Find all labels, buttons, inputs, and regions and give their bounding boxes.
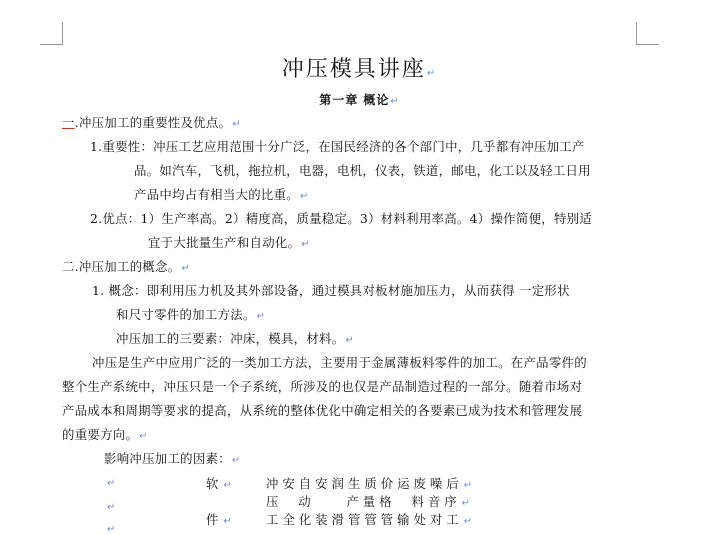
- table-cell[interactable]: 压 动 产量格 料音序↵: [266, 494, 475, 509]
- paragraph-mark-icon: ↵: [345, 335, 355, 346]
- paragraph-overview-line-1[interactable]: 冲压是生产中应用广泛的一类加工方法，主要用于金属薄板料零件的加工。在产品零件的: [92, 355, 587, 370]
- paragraph-mark-icon: ↵: [256, 311, 266, 322]
- table-cell[interactable]: 冲安自安润生质价运废噪后↵: [266, 476, 477, 491]
- table-cell-mark-icon: ↵: [107, 524, 116, 535]
- chapter-heading[interactable]: 第一章 概论↵: [319, 93, 400, 107]
- paragraph-mark-icon: ↵: [232, 119, 241, 130]
- paragraph-overview-line-4[interactable]: 的重要方向。↵: [62, 427, 148, 442]
- paragraph-mark-icon: ↵: [301, 239, 310, 250]
- paragraph-importance-end[interactable]: 产品中均占有相当大的比重。↵: [134, 187, 309, 202]
- paragraph-mark-icon: ↵: [181, 263, 191, 274]
- paragraph-mark-icon: ↵: [463, 516, 477, 527]
- paragraph-mark-icon: ↵: [139, 431, 148, 442]
- paragraph-overview-line-2[interactable]: 整个生产系统中，冲压只是一个子系统，所涉及的也仅是产品制造过程的一部分。随着市场对: [62, 379, 583, 394]
- section-heading-1[interactable]: 一.冲压加工的重要性及优点。↵: [62, 115, 241, 130]
- paragraph-mark-icon: ↵: [390, 96, 400, 107]
- paragraph-mark-icon: ↵: [231, 455, 241, 466]
- section-number: 一: [62, 115, 75, 130]
- paragraph-importance-cont[interactable]: 品。如汽车，飞机，拖拉机，电器，电机，仪表，铁道，邮电，化工以及轻工日用: [134, 163, 591, 178]
- page-corner-mark-top-right: [636, 22, 659, 45]
- paragraph-overview-line-3[interactable]: 产品成本和周期等要求的提高，从系统的整体优化中确定相关的各要素已成为技术和管理发展: [62, 403, 583, 418]
- paragraph-mark-icon: ↵: [223, 516, 236, 527]
- table-cell[interactable]: 软↵: [206, 476, 236, 491]
- paragraph-mark-icon: ↵: [299, 191, 309, 202]
- paragraph-importance[interactable]: 1.重要性：冲压工艺应用范围十分广泛，在国民经济的各个部门中，几乎都有冲压加工产: [90, 139, 585, 154]
- paragraph-mark-icon: ↵: [223, 480, 236, 491]
- paragraph-mark-icon: ↵: [463, 480, 477, 491]
- paragraph-advantages[interactable]: 2.优点：1）生产率高。2）精度高，质量稳定。3）材料利用率高。4）操作简便，特别适: [90, 211, 593, 226]
- section-heading-2[interactable]: 二.冲压加工的概念。↵: [62, 259, 191, 274]
- paragraph-concept-end[interactable]: 和尺寸零件的加工方法。↵: [116, 307, 266, 322]
- page-corner-mark-top-left: [40, 22, 63, 45]
- paragraph-advantages-end[interactable]: 宜于大批量生产和自动化。↵: [148, 235, 310, 250]
- table-cell-mark-icon: ↵: [107, 502, 116, 513]
- paragraph-factors[interactable]: 影响冲压加工的因素：↵: [104, 451, 241, 466]
- table-cell[interactable]: 件↵: [206, 512, 236, 527]
- document-title[interactable]: 冲压模具讲座↵: [281, 57, 438, 82]
- table-cell[interactable]: 工全化装滑管管管输处对工↵: [266, 512, 477, 527]
- paragraph-three-elements[interactable]: 冲压加工的三要素：冲床，模具，材料。↵: [116, 331, 355, 346]
- paragraph-mark-icon: ↵: [461, 498, 475, 509]
- table-cell-mark-icon: ↵: [107, 478, 116, 489]
- paragraph-concept[interactable]: 1. 概念：即利用压力机及其外部设备，通过模具对板材施加压力，从而获得 一定形状: [92, 283, 570, 298]
- paragraph-mark-icon: ↵: [426, 68, 438, 79]
